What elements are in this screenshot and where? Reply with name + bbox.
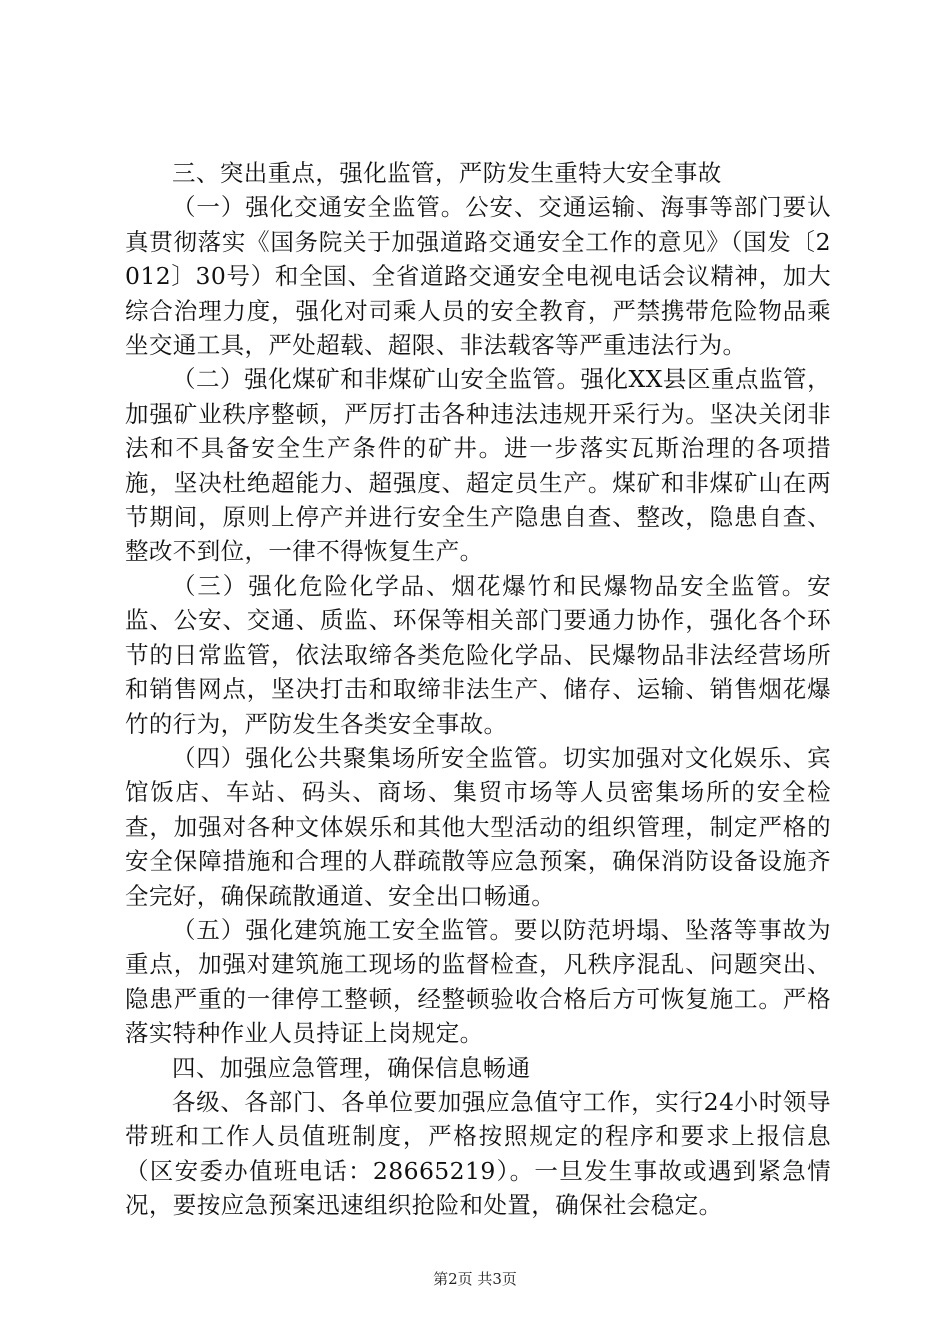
paragraph-mine-safety: （二）强化煤矿和非煤矿山安全监管。强化XX县区重点监管，加强矿业秩序整顿，严厉打击各种违法违规开采行为。坚决关闭非法和不具备安全生产条件的矿井。进一步落实瓦斯治理的各项措施，坚决杜绝超能力、超强度、超定员生产。煤矿和非煤矿山在两节期间，原则上停产并进行安全生产隐患自查、整改，隐患自查、整改不到位，一律不得恢复生产。 <box>125 365 831 566</box>
paragraph-hazardous-chemicals: （三）强化危险化学品、烟花爆竹和民爆物品安全监管。安监、公安、交通、质监、环保等相关部门要通力协作，强化各个环节的日常监管，依法取缔各类危险化学品、民爆物品非法经营场所和销售网点，坚决打击和取缔非法生产、储存、运输、销售烟花爆竹的行为，严防发生各类安全事故。 <box>125 571 831 738</box>
paragraph-public-venues: （四）强化公共聚集场所安全监管。切实加强对文化娱乐、宾馆饭店、车站、码头、商场、集贸市场等人员密集场所的安全检查，加强对各种文体娱乐和其他大型活动的组织管理，制定严格的安全保障措施和合理的人群疏散等应急预案，确保消防设备设施齐全完好，确保疏散通道、安全出口畅通。 <box>125 743 831 910</box>
paragraph-traffic-safety: （一）强化交通安全监管。公安、交通运输、海事等部门要认真贯彻落实《国务院关于加强道路交通安全工作的意见》（国发〔2012〕30号）和全国、全省道路交通安全电视电话会议精神，加大综合治理力度，强化对司乘人员的安全教育，严禁携带危险物品乘坐交通工具，严处超载、超限、非法载客等严重违法行为。 <box>125 193 831 360</box>
section-heading-4: 四、加强应急管理，确保信息畅通 <box>172 1053 531 1082</box>
paragraph-construction-safety: （五）强化建筑施工安全监管。要以防范坍塌、坠落等事故为重点，加强对建筑施工现场的监督检查，凡秩序混乱、问题突出、隐患严重的一律停工整顿，经整顿验收合格后方可恢复施工。严格落实特种作业人员持证上岗规定。 <box>125 915 831 1048</box>
page-number-footer: 第2页 共3页 <box>433 1270 517 1288</box>
paragraph-emergency-duty: 各级、各部门、各单位要加强应急值守工作，实行24小时领导带班和工作人员值班制度，严格按照规定的程序和要求上报信息（区安委办值班电话：28665219）。一旦发生事故或遇到紧急情况，要按应急预案迅速组织抢险和处置，确保社会稳定。 <box>125 1087 831 1220</box>
section-heading-3: 三、突出重点，强化监管，严防发生重特大安全事故 <box>172 159 722 187</box>
document-body <box>125 156 831 1223</box>
